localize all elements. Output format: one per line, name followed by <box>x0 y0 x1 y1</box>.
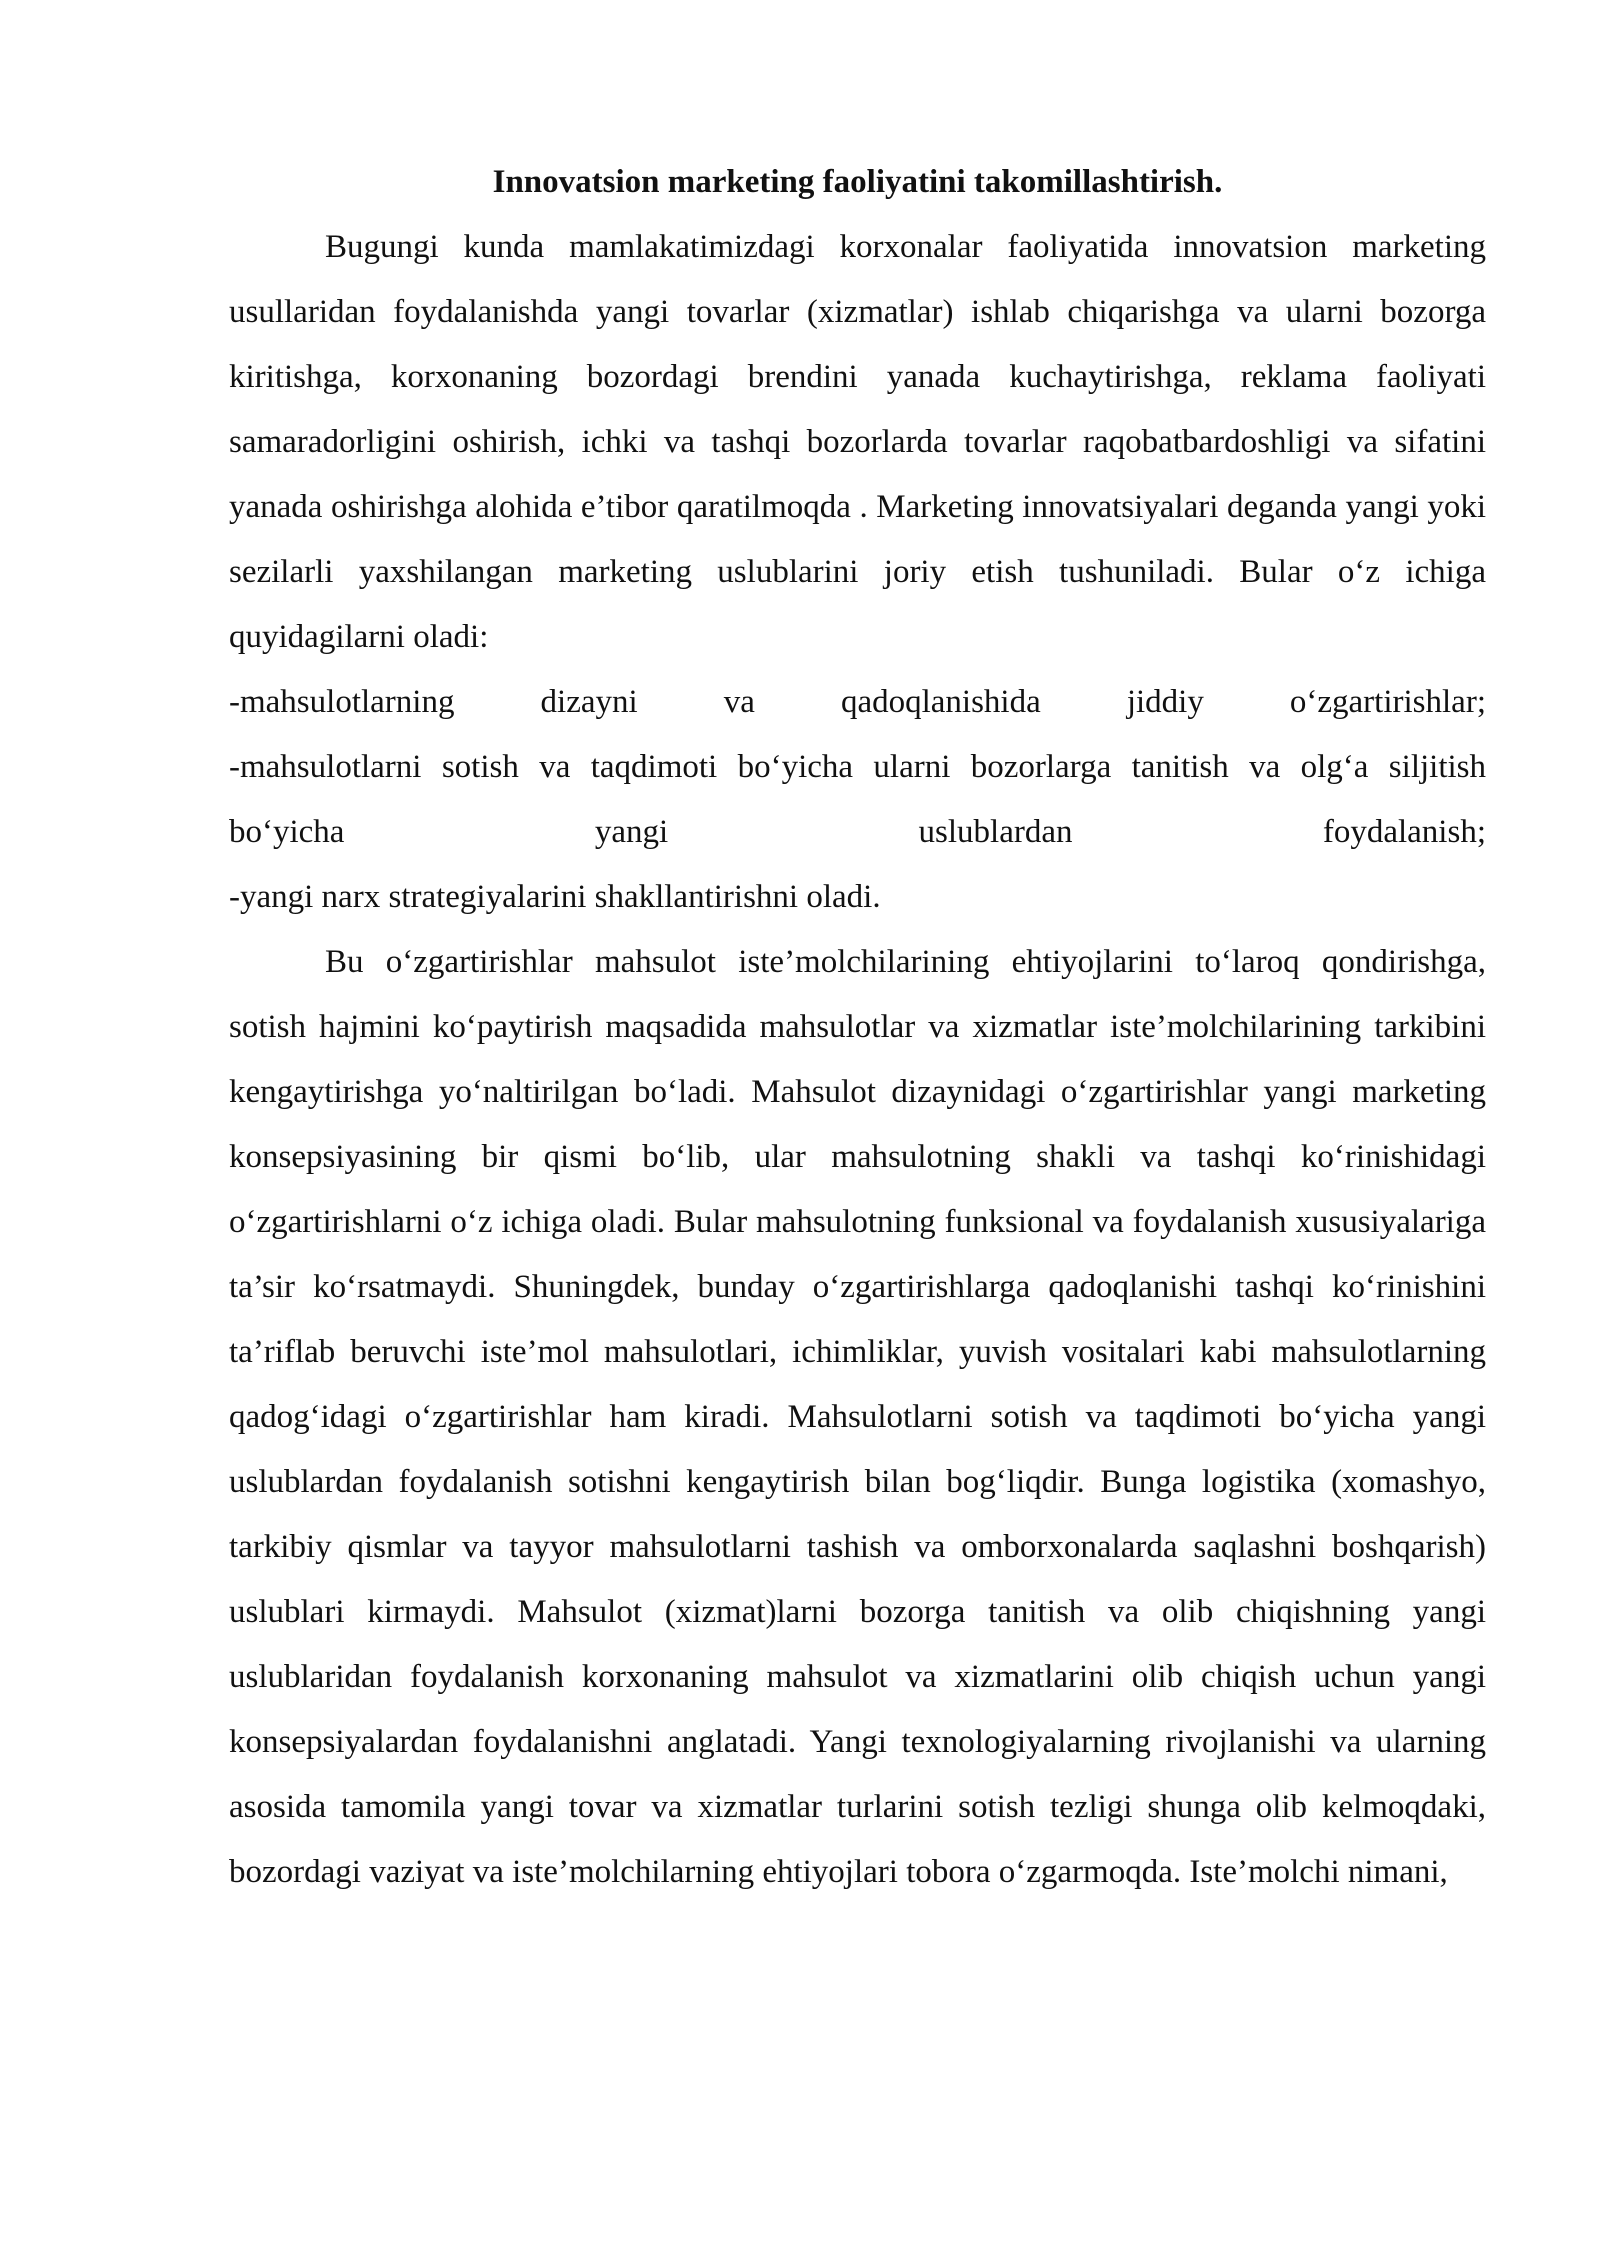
paragraph-intro: Bugungi kunda mamlakatimizdagi korxonalar faoliyatida innovatsion marketing usullaridan foydalanishda yangi tovarlar (xizmatlar) ishlab chiqarishga va ularni bozorga kiritishga, korxonaning bozordagi brendini yanada kuchaytirishga, reklama faoliyati samaradorligini oshirish, ichki va tashqi bozorlarda tovarlar raqobatbardoshligi va sifatini yanada oshirishga alohida e’tibor qaratilmoqda . Marketing innovatsiyalari deganda yangi yoki sezilarli yaxshilangan marketing uslublarini joriy etish tushuniladi. Bular o‘z ichiga quyidagilarni oladi: <box>229 229 1486 655</box>
paragraph-changes: Bu o‘zgartirishlar mahsulot iste’molchilarining ehtiyojlarini to‘laroq qondirishga, sotish hajmini ko‘paytirish maqsadida mahsulotlar va xizmatlar iste’molchilarining tarkibini kengaytirishga yo‘naltirilgan bo‘ladi. Mahsulot dizaynidagi o‘zgartirishlar yangi marketing konsepsiyasining bir qismi bo‘lib, ular mahsulotning shakli va tashqi ko‘rinishidagi o‘zgartirishlarni o‘z ichiga oladi. Bular mahsulotning funksional va foydalanish xususiyalariga ta’sir ko‘rsatmaydi. Shuningdek, bunday o‘zgartirishlarga qadoqlanishi tashqi ko‘rinishini ta’riflab beruvchi iste’mol mahsulotlari, ichimliklar, yuvish vositalari kabi mahsulotlarning qadog‘idagi o‘zgartirishlar ham kiradi. Mahsulotlarni sotish va taqdimoti bo‘yicha yangi uslublardan foydalanish sotishni kengaytirish bilan bog‘liqdir. Bunga logistika (xomashyo, tarkibiy qismlar va tayyor mahsulotlarni tashish va omborxonalarda saqlashni boshqarish) uslublari kirmaydi. Mahsulot (xizmat)larni bozorga tanitish va olib chiqishning yangi uslublaridan foydalanish korxonaning mahsulot va xizmatlarini olib chiqish uchun yangi konsepsiyalardan foydalanishni anglatadi. Yangi texnologiyalarning rivojlanishi va ularning asosida tamomila yangi tovar va xizmatlar turlarini sotish tezligi shunga olib kelmoqdaki, bozordagi vaziyat va iste’molchilarning ehtiyojlari tobora o‘zgarmoqda. Iste’molchi nimani, <box>229 944 1486 1890</box>
list-item-design: -mahsulotlarning dizayni va qadoqlanishida jiddiy o‘zgartirishlar; <box>229 684 1486 720</box>
document-body <box>229 150 1486 1905</box>
list-item-pricing: -yangi narx strategiyalarini shakllantirishni oladi. <box>229 879 881 915</box>
list-item-sales-methods: -mahsulotlarni sotish va taqdimoti bo‘yicha ularni bozorlarga tanitish va olg‘a siljitish bo‘yicha yangi uslublardan foydalanish; <box>229 749 1486 850</box>
document-title: Innovatsion marketing faoliyatini takomillashtirish. <box>492 164 1223 200</box>
